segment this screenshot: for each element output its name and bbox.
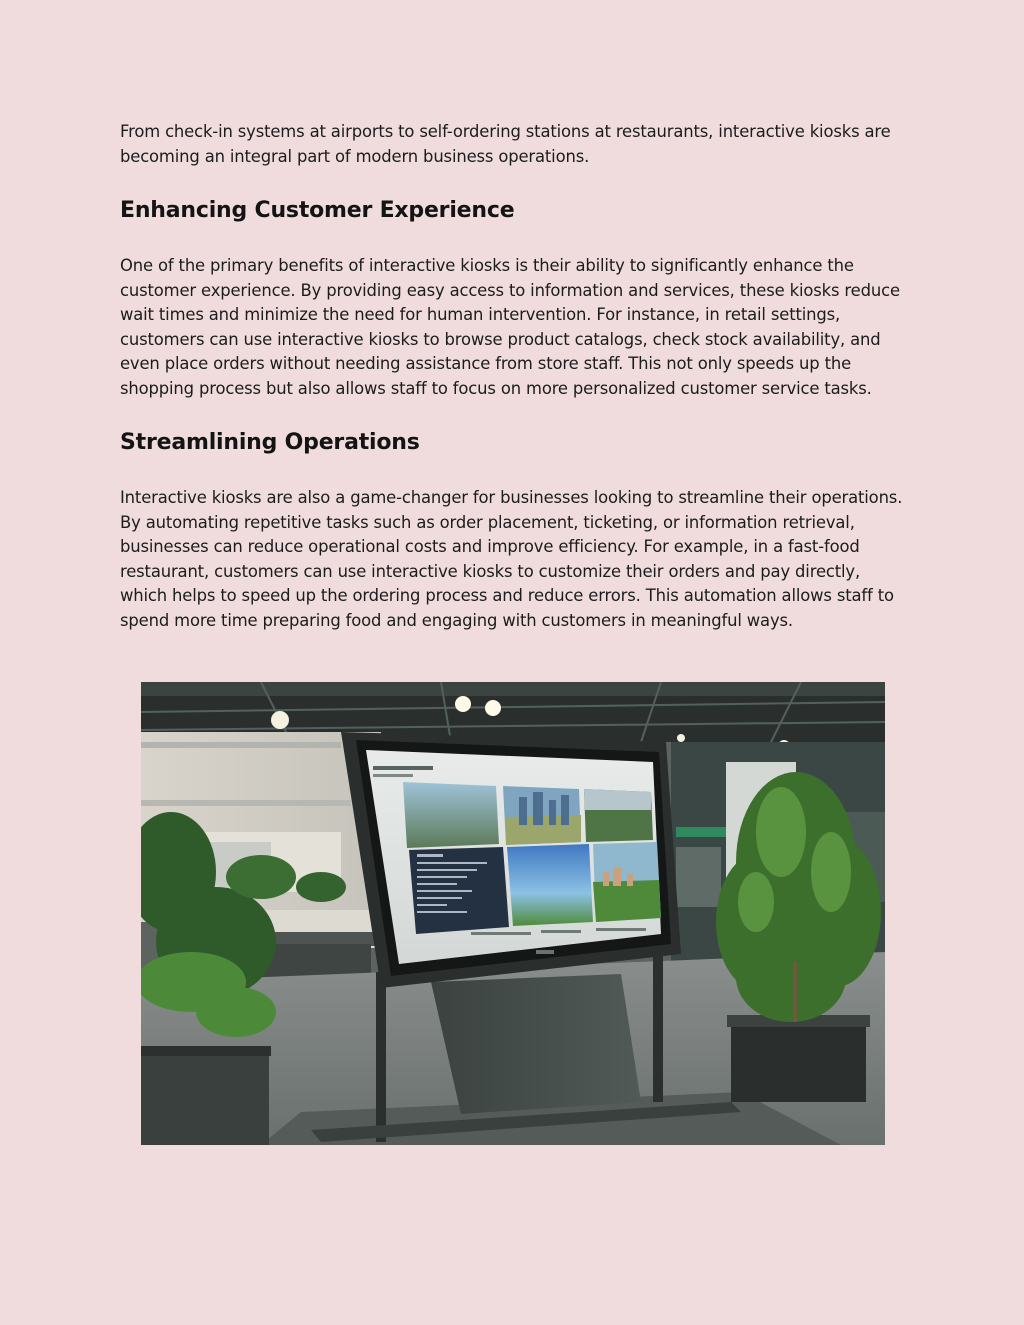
- kiosk-photo: [141, 682, 885, 1145]
- section-heading-streamlining-operations: Streamlining Operations: [120, 430, 420, 455]
- section-body-streamlining-operations: Interactive kiosks are also a game-changer for businesses looking to streamline their operations. By automating repetitive tasks such as order placement, ticketing, or information retrieval, businesses can reduce operational costs and improve efficiency. For example, in a fast-food restaurant, customers can use interactive kiosks to customize their orders and pay directly, which helps to speed up the ordering process and reduce errors. This automation allows staff to spend more time preparing food and engaging with customers in meaningful ways.: [120, 488, 903, 630]
- section-body-customer-experience: One of the primary benefits of interactive kiosks is their ability to significantly enhance the customer experience. By providing easy access to information and services, these kiosks reduce wait times and minimize the need for human intervention. For instance, in retail settings, customers can use interactive kiosks to browse product catalogs, check stock availability, and even place orders without needing assistance from store staff. This not only speeds up the shopping process but also allows staff to focus on more personalized customer service tasks.: [120, 256, 900, 398]
- section-heading-customer-experience: Enhancing Customer Experience: [120, 198, 515, 223]
- intro-paragraph: From check-in systems at airports to self-ordering stations at restaurants, interactive kiosks are becoming an integral part of modern business operations.: [120, 122, 891, 166]
